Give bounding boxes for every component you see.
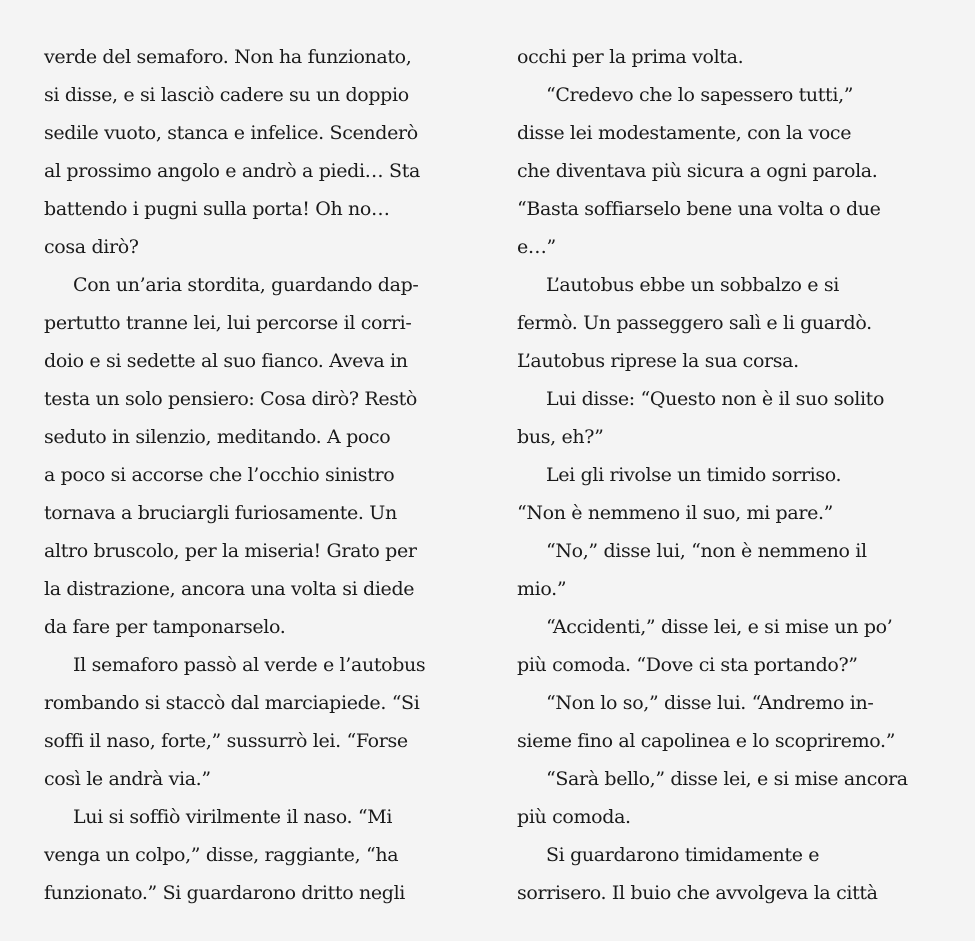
- text-line: L’autobus riprese la sua corsa.: [517, 350, 799, 372]
- text-line: “Non è nemmeno il suo, mi pare.”: [517, 502, 834, 524]
- text-line: Lei gli rivolse un timido sorriso.: [546, 464, 842, 486]
- text-line: a poco si accorse che l’occhio sinistro: [44, 464, 395, 486]
- text-line: e…”: [517, 236, 556, 258]
- text-line: altro bruscolo, per la miseria! Grato per: [44, 540, 417, 562]
- text-line: “Non lo so,” disse lui. “Andremo in-: [546, 692, 874, 714]
- text-line: più comoda.: [517, 806, 631, 828]
- text-line: da fare per tamponarselo.: [44, 616, 286, 638]
- text-line: battendo i pugni sulla porta! Oh no…: [44, 198, 390, 220]
- text-line: sieme fino al capolinea e lo scopriremo.”: [517, 730, 896, 752]
- text-line: Lui si soffiò virilmente il naso. “Mi: [73, 806, 393, 828]
- text-line: doio e si sedette al suo fianco. Aveva in: [44, 350, 408, 372]
- text-line: Lui disse: “Questo non è il suo solito: [546, 388, 885, 410]
- text-line: disse lei modestamente, con la voce: [517, 122, 852, 144]
- text-line: verde del semaforo. Non ha funzionato,: [44, 46, 412, 68]
- text-line: sorrisero. Il buio che avvolgeva la città: [517, 882, 878, 904]
- text-line: testa un solo pensiero: Cosa dirò? Restò: [44, 388, 418, 410]
- text-line: Con un’aria stordita, guardando dap-: [73, 274, 419, 296]
- text-line: più comoda. “Dove ci sta portando?”: [517, 654, 858, 676]
- right-text-column: [517, 38, 957, 912]
- text-line: soffi il naso, forte,” sussurrò lei. “Forse: [44, 730, 408, 752]
- text-line: “Accidenti,” disse lei, e si mise un po’: [546, 616, 893, 638]
- text-line: al prossimo angolo e andrò a piedi… Sta: [44, 160, 420, 182]
- text-line: Il semaforo passò al verde e l’autobus: [73, 654, 426, 676]
- text-line: Si guardarono timidamente e: [546, 844, 820, 866]
- text-line: così le andrà via.”: [44, 768, 211, 790]
- text-line: bus, eh?”: [517, 426, 604, 448]
- text-line: “Sarà bello,” disse lei, e si mise ancora: [546, 768, 908, 790]
- text-line: L’autobus ebbe un sobbalzo e si: [546, 274, 839, 296]
- text-line: “Basta soffiarselo bene una volta o due: [517, 198, 881, 220]
- text-line: rombando si staccò dal marciapiede. “Si: [44, 692, 420, 714]
- text-line: cosa dirò?: [44, 236, 139, 258]
- text-line: venga un colpo,” disse, raggiante, “ha: [44, 844, 399, 866]
- text-line: tornava a bruciargli furiosamente. Un: [44, 502, 397, 524]
- text-line: “No,” disse lui, “non è nemmeno il: [546, 540, 867, 562]
- text-line: si disse, e si lasciò cadere su un doppio: [44, 84, 409, 106]
- text-line: che diventava più sicura a ogni parola.: [517, 160, 878, 182]
- text-line: la distrazione, ancora una volta si diede: [44, 578, 415, 600]
- text-line: sedile vuoto, stanca e infelice. Scenderò: [44, 122, 418, 144]
- text-line: seduto in silenzio, meditando. A poco: [44, 426, 391, 448]
- text-line: pertutto tranne lei, lui percorse il corri-: [44, 312, 412, 334]
- left-text-column: [44, 38, 484, 912]
- text-line: occhi per la prima volta.: [517, 46, 744, 68]
- text-line: fermò. Un passeggero salì e li guardò.: [517, 312, 872, 334]
- text-line: funzionato.” Si guardarono dritto negli: [44, 882, 406, 904]
- text-line: “Credevo che lo sapessero tutti,”: [546, 84, 854, 106]
- text-line: mio.”: [517, 578, 567, 600]
